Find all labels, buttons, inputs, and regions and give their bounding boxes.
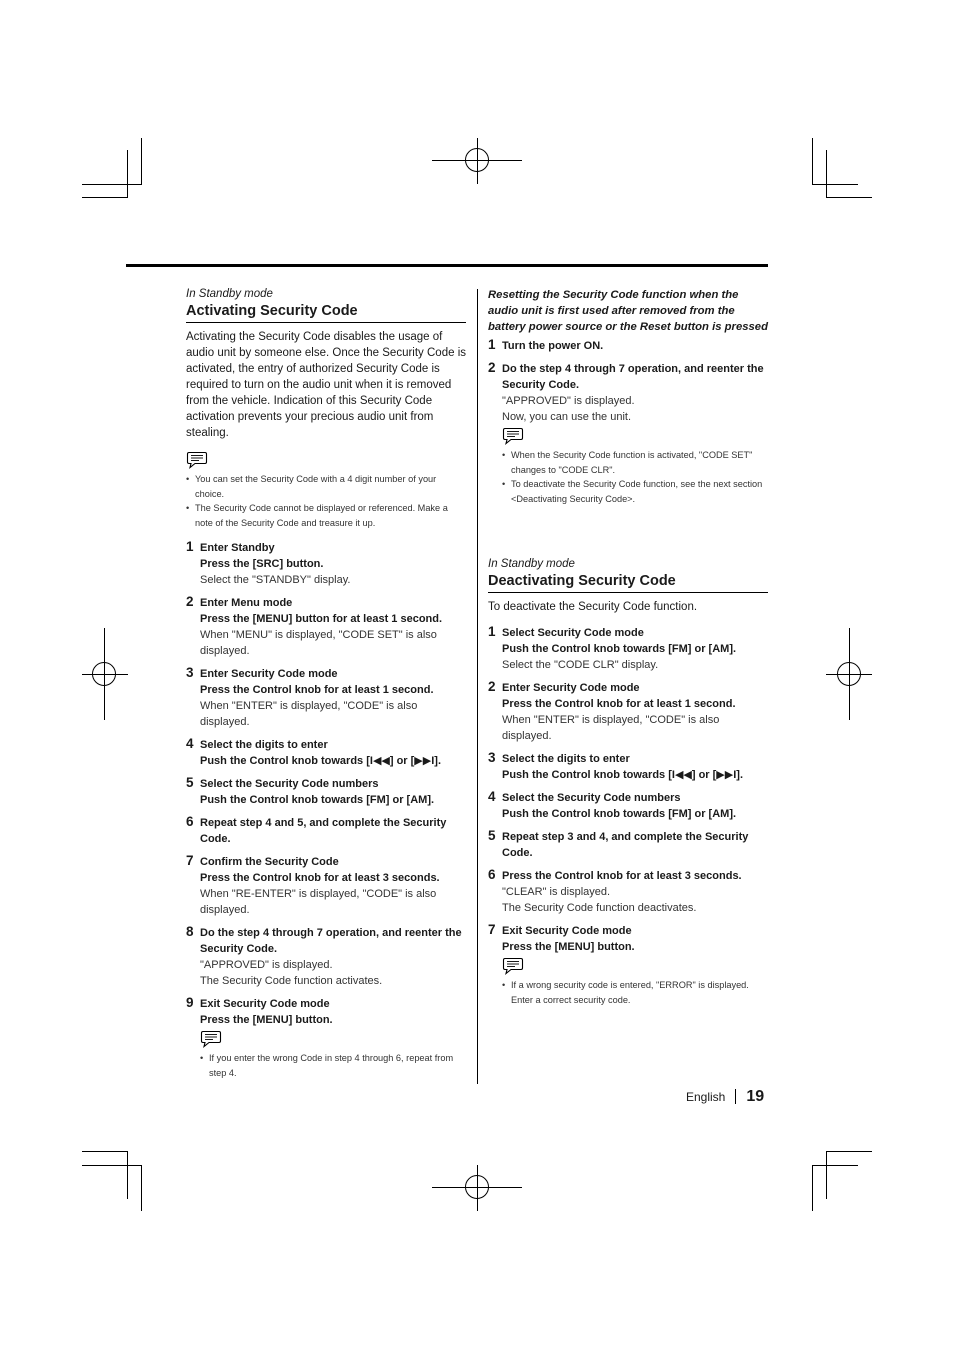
step-result: Now, you can use the unit. (502, 411, 632, 423)
note-item: • If a wrong security code is entered, "ERROR" is displayed. Enter a correct security code. (502, 978, 768, 1007)
step-result: "CLEAR" is displayed. (502, 886, 611, 898)
step-5 (186, 776, 466, 808)
step-heading: Repeat step 4 and 5, and complete the Security Code. (200, 817, 447, 845)
step-5 (488, 829, 768, 861)
step-number: 5 (186, 775, 194, 790)
step-4 (488, 790, 768, 822)
notes-list (502, 978, 768, 1007)
step-heading: Select the Security Code numbers (502, 792, 681, 804)
step-4 (186, 737, 466, 769)
footer-divider (735, 1089, 736, 1104)
step-heading: Do the step 4 through 7 operation, and reenter the Security Code. (200, 927, 462, 955)
step-result: The Security Code function activates. (200, 975, 383, 987)
step-7 (488, 923, 768, 1007)
step-number: 8 (186, 924, 194, 939)
step-number: 7 (488, 922, 496, 937)
right-column (488, 287, 768, 1014)
step-action: Press the Control knob for at least 1 second. (200, 684, 434, 696)
step-heading: Do the step 4 through 7 operation, and reenter the Security Code. (502, 363, 764, 391)
reset-heading: Resetting the Security Code function when the audio unit is first used after removed from the battery power source or the Reset button is pressed (488, 289, 768, 333)
step-8 (186, 925, 466, 989)
step-number: 2 (488, 679, 496, 694)
reset-step-1 (488, 338, 768, 354)
step-9 (186, 996, 466, 1080)
intro-text: Activating the Security Code disables the usage of audio unit by someone else. Once the Security Code is activated, the entry of authorized Security Code is required to turn on the audio unit when it is removed from the vehicle. Indication of this Security Code activation prevents your precious audio unit from stealing. (186, 331, 466, 439)
note-icon (502, 427, 524, 445)
step-number: 3 (186, 665, 194, 680)
step-result: The Security Code function deactivates. (502, 902, 697, 914)
step-number: 5 (488, 828, 496, 843)
step-number: 1 (488, 624, 496, 639)
notes-list (186, 472, 466, 530)
step-2 (186, 595, 466, 659)
step-action: Press the [MENU] button for at least 1 second. (200, 613, 443, 625)
page-footer (686, 1088, 764, 1106)
column-divider (477, 289, 478, 1084)
language-label: English (686, 1090, 726, 1104)
note-item: • To deactivate the Security Code function, see the next section <Deactivating Security Code>. (502, 477, 768, 506)
step-result: "APPROVED" is displayed. (502, 395, 635, 407)
step-heading: Enter Security Code mode (502, 682, 640, 694)
step-heading: Turn the power ON. (502, 340, 604, 352)
step-action: Push the Control knob towards [I◀◀] or [▶▶I]. (200, 755, 441, 767)
step-action: Push the Control knob towards [FM] or [AM]. (200, 794, 435, 806)
step-action: Press the [SRC] button. (200, 558, 324, 570)
step-heading: Repeat step 3 and 4, and complete the Security Code. (502, 831, 749, 859)
step-number: 2 (488, 360, 496, 375)
step-3 (488, 751, 768, 783)
note-item: • If you enter the wrong Code in step 4 through 6, repeat from step 4. (200, 1051, 466, 1080)
reset-step-2 (488, 361, 768, 506)
step-number: 3 (488, 750, 496, 765)
step-result: When "ENTER" is displayed, "CODE" is also displayed. (200, 700, 418, 728)
step-number: 4 (186, 736, 194, 751)
intro-text: To deactivate the Security Code function. (488, 601, 698, 613)
note-icon (186, 451, 208, 469)
step-heading: Enter Standby (200, 542, 275, 554)
section-title: Activating Security Code (186, 302, 466, 323)
step-heading: Select Security Code mode (502, 627, 644, 639)
step-3 (186, 666, 466, 730)
page-number: 19 (746, 1088, 765, 1105)
step-number: 6 (186, 814, 194, 829)
step-2 (488, 680, 768, 744)
step-result: When "ENTER" is displayed, "CODE" is also displayed. (502, 714, 720, 742)
step-number: 1 (186, 539, 194, 554)
step-heading: Select the Security Code numbers (200, 778, 379, 790)
section-title: Deactivating Security Code (488, 572, 768, 593)
step-1 (186, 540, 466, 588)
notes-list (502, 448, 768, 506)
notes-list (200, 1051, 466, 1080)
note-item: • When the Security Code function is activated, "CODE SET" changes to "CODE CLR". (502, 448, 768, 477)
step-heading: Select the digits to enter (200, 739, 328, 751)
step-result: "APPROVED" is displayed. (200, 959, 333, 971)
step-heading: Press the Control knob for at least 3 seconds. (502, 870, 742, 882)
step-number: 9 (186, 995, 194, 1010)
step-number: 6 (488, 867, 496, 882)
step-6 (186, 815, 466, 847)
step-action: Push the Control knob towards [FM] or [AM]. (502, 808, 737, 820)
note-item: • You can set the Security Code with a 4 digit number of your choice. (186, 472, 466, 501)
step-action: Push the Control knob towards [FM] or [AM]. (502, 643, 737, 655)
step-number: 4 (488, 789, 496, 804)
step-number: 1 (488, 337, 496, 352)
step-action: Press the [MENU] button. (200, 1014, 333, 1026)
mode-label: In Standby mode (488, 558, 575, 570)
step-number: 2 (186, 594, 194, 609)
note-item: • The Security Code cannot be displayed or referenced. Make a note of the Security Code and treasure it up. (186, 501, 466, 530)
step-heading: Select the digits to enter (502, 753, 630, 765)
step-heading: Enter Menu mode (200, 597, 293, 609)
note-icon (502, 957, 524, 975)
step-heading: Exit Security Code mode (502, 925, 632, 937)
note-icon (200, 1030, 222, 1048)
step-1 (488, 625, 768, 673)
step-7 (186, 854, 466, 918)
step-number: 7 (186, 853, 194, 868)
step-heading: Enter Security Code mode (200, 668, 338, 680)
step-heading: Confirm the Security Code (200, 856, 339, 868)
activating-section (186, 287, 466, 1087)
step-result: Select the "CODE CLR" display. (502, 659, 659, 671)
step-result: When "MENU" is displayed, "CODE SET" is also displayed. (200, 629, 437, 657)
step-heading: Exit Security Code mode (200, 998, 330, 1010)
step-result: Select the "STANDBY" display. (200, 574, 351, 586)
mode-label: In Standby mode (186, 288, 273, 300)
step-6 (488, 868, 768, 916)
top-rule (126, 264, 768, 267)
step-action: Press the Control knob for at least 1 second. (502, 698, 736, 710)
step-action: Press the Control knob for at least 3 seconds. (200, 872, 440, 884)
step-result: When "RE-ENTER" is displayed, "CODE" is also displayed. (200, 888, 437, 916)
step-action: Push the Control knob towards [I◀◀] or [▶▶I]. (502, 769, 743, 781)
step-action: Press the [MENU] button. (502, 941, 635, 953)
